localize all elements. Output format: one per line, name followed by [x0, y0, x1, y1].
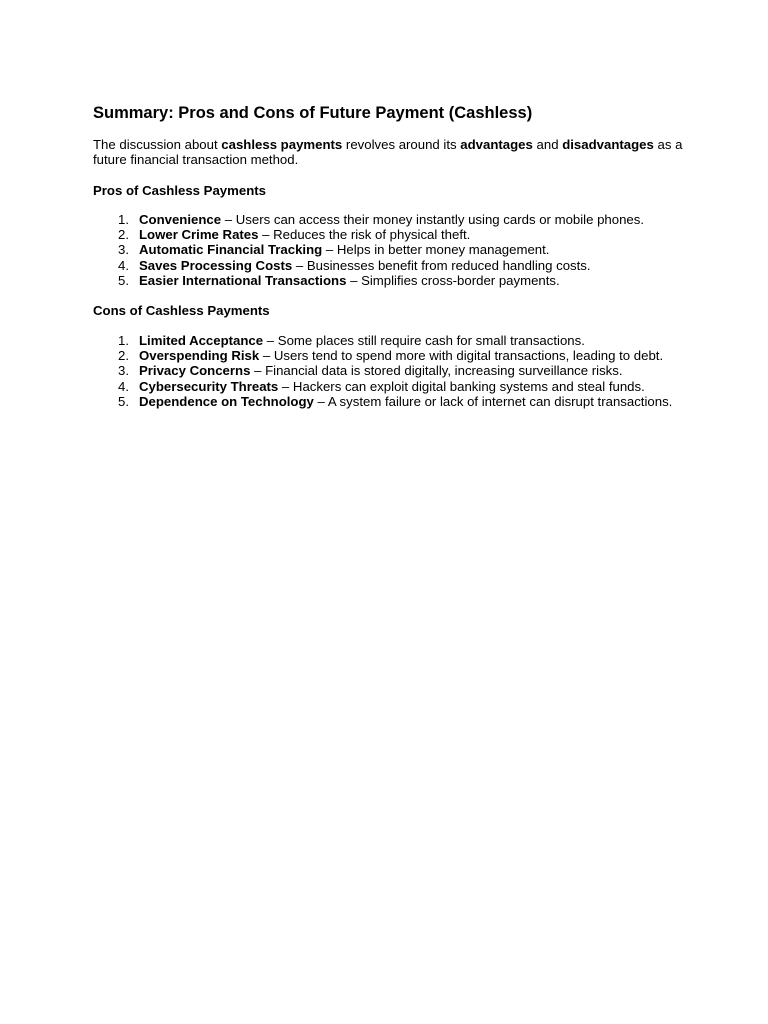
item-description: – A system failure or lack of internet can disrupt transactions. — [313, 393, 673, 409]
intro-text: revolves around its — [342, 137, 461, 152]
list-number: 3. — [118, 242, 129, 258]
cons-list — [93, 333, 688, 409]
list-number: 2. — [118, 227, 129, 243]
pros-list — [93, 212, 688, 288]
item-term: Automatic Financial Tracking — [139, 242, 323, 258]
item-description: – Hackers can exploit digital banking systems and steal funds. — [278, 378, 645, 394]
item-term: Overspending Risk — [139, 347, 260, 363]
pros-list-item — [93, 242, 688, 257]
intro-bold-cashless-payments: cashless payments — [221, 137, 343, 152]
list-number: 3. — [118, 363, 129, 379]
item-description: – Businesses benefit from reduced handling costs. — [292, 257, 591, 273]
list-number: 5. — [118, 393, 129, 409]
intro-text: and — [532, 137, 563, 152]
pros-list-item — [93, 212, 688, 227]
pros-list-item — [93, 227, 688, 242]
item-description: – Helps in better money management. — [322, 242, 550, 258]
item-description: – Reduces the risk of physical theft. — [258, 227, 471, 243]
list-number: 4. — [118, 257, 129, 273]
item-term: Easier International Transactions — [139, 273, 347, 289]
item-term: Dependence on Technology — [139, 393, 314, 409]
intro-bold-disadvantages: disadvantages — [562, 137, 654, 152]
intro-text: as a future financial transaction method. — [93, 137, 683, 168]
cons-heading: Cons of Cashless Payments — [93, 303, 270, 319]
item-description: – Some places still require cash for small transactions. — [263, 332, 585, 348]
cons-list-item — [93, 348, 688, 363]
item-term: Lower Crime Rates — [139, 227, 259, 243]
item-description: – Simplifies cross-border payments. — [346, 273, 560, 289]
intro-bold-advantages: advantages — [460, 137, 533, 152]
pros-heading: Pros of Cashless Payments — [93, 182, 266, 198]
pros-list-item — [93, 258, 688, 273]
item-term: Limited Acceptance — [139, 332, 264, 348]
intro-text: The discussion about — [93, 137, 222, 152]
list-number: 1. — [118, 211, 129, 227]
pros-list-item — [93, 273, 688, 288]
intro-paragraph — [93, 137, 688, 168]
item-term: Convenience — [139, 211, 222, 227]
item-term: Cybersecurity Threats — [139, 378, 279, 394]
item-term: Privacy Concerns — [139, 363, 251, 379]
list-number: 2. — [118, 347, 129, 363]
item-description: – Financial data is stored digitally, increasing surveillance risks. — [250, 363, 623, 379]
cons-list-item — [93, 333, 688, 348]
item-term: Saves Processing Costs — [139, 257, 293, 273]
list-number: 1. — [118, 332, 129, 348]
item-description: – Users tend to spend more with digital transactions, leading to debt. — [259, 347, 664, 363]
cons-list-item — [93, 363, 688, 378]
cons-list-item — [93, 394, 688, 409]
cons-list-item — [93, 379, 688, 394]
list-number: 5. — [118, 273, 129, 289]
list-number: 4. — [118, 378, 129, 394]
document-title: Summary: Pros and Cons of Future Payment (Cashless) — [93, 104, 533, 122]
item-description: – Users can access their money instantly using cards or mobile phones. — [221, 211, 645, 227]
